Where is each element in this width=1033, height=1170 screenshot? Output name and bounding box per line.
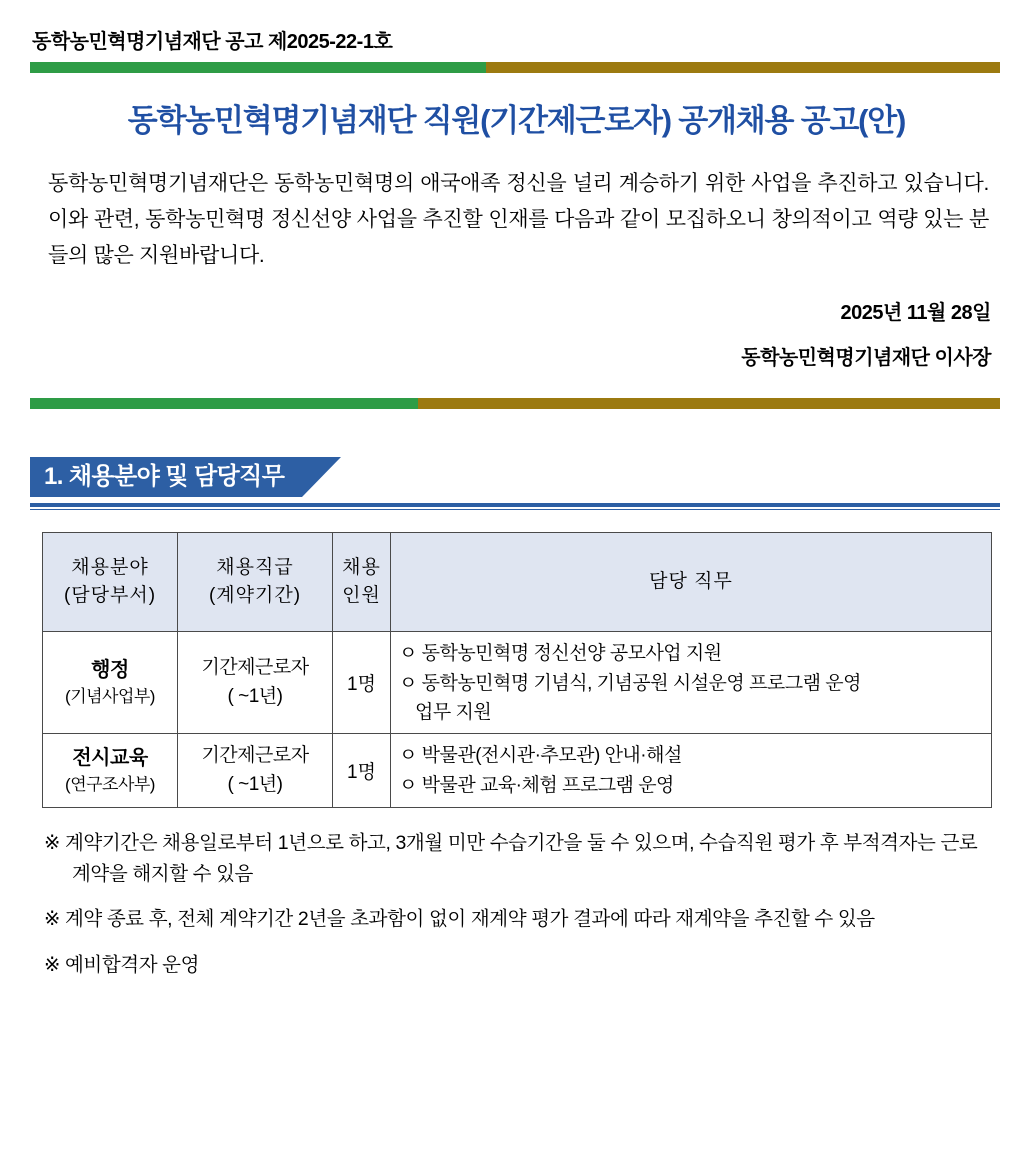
column-header-grade-line1: 채용직급	[216, 556, 294, 578]
notes-list	[44, 828, 994, 981]
field-name: 행정	[91, 658, 129, 681]
column-header-grade	[178, 533, 333, 632]
table-row	[43, 733, 992, 807]
page-title: 동학농민혁명기념재단 직원(기간제근로자) 공개채용 공고(안)	[127, 103, 906, 138]
section-heading-tab	[30, 457, 302, 497]
field-dept: (기념사업부)	[65, 686, 155, 706]
column-header-field-line1: 채용분야	[71, 556, 149, 578]
section-underline-thick	[30, 503, 1000, 507]
divider-gold-segment	[486, 62, 1000, 73]
announcement-signer: 동학농민혁명기념재단 이사장	[741, 347, 991, 370]
table-header-row	[43, 533, 992, 632]
cell-count: 1명	[333, 733, 391, 807]
column-header-count-line2: 인원	[342, 585, 381, 607]
cell-grade	[178, 632, 333, 734]
grade-period: ( ~1년)	[227, 773, 283, 795]
cell-grade	[178, 733, 333, 807]
grade-type: 기간제근로자	[201, 745, 309, 767]
header-divider-bottom	[30, 398, 1000, 409]
column-header-field	[43, 533, 178, 632]
grade-period: ( ~1년)	[227, 685, 283, 707]
cell-field	[43, 632, 178, 734]
cell-duty	[391, 632, 992, 734]
column-header-grade-line2: (계약기간)	[208, 585, 302, 607]
section-recruitment-fields	[30, 457, 1003, 980]
note-item: ※ 계약기간은 채용일로부터 1년으로 하고, 3개월 미만 수습기간을 둘 수 있으며, 수습직원 평가 후 부적격자는 근로계약을 해지할 수 있음	[44, 832, 978, 886]
field-name: 전시교육	[72, 746, 148, 769]
column-header-field-line2: (담당부서)	[63, 585, 157, 607]
cell-duty	[391, 733, 992, 807]
duty-item: ㅇ 박물관(전시관·추모관) 안내·해설	[399, 744, 682, 766]
column-header-count-line1: 채용	[342, 556, 381, 578]
duty-continuation: 업무 지원	[415, 702, 492, 724]
announcement-date: 2025년 11월 28일	[840, 302, 991, 325]
header-divider-top	[30, 62, 1000, 73]
cell-count: 1명	[333, 632, 391, 734]
column-header-count	[333, 533, 391, 632]
section-title: 채용분야 및 담당직무	[68, 463, 285, 491]
divider-green-segment	[30, 62, 486, 73]
column-header-duty: 담당 직무	[391, 533, 992, 632]
grade-type: 기간제근로자	[201, 657, 309, 679]
duty-item: ㅇ 박물관 교육·체험 프로그램 운영	[399, 774, 674, 796]
document-number: 동학농민혁명기념재단 공고 제2025-22-1호	[32, 31, 393, 53]
duty-item: ㅇ 동학농민혁명 기념식, 기념공원 시설운영 프로그램 운영	[399, 672, 861, 694]
duty-item: ㅇ 동학농민혁명 정신선양 공모사업 지원	[399, 643, 722, 665]
cell-field	[43, 733, 178, 807]
table-row	[43, 632, 992, 734]
recruitment-table	[42, 532, 992, 808]
section-heading	[30, 457, 1000, 497]
divider-green-segment	[30, 398, 418, 409]
note-item: ※ 예비합격자 운영	[44, 953, 200, 976]
field-dept: (연구조사부)	[65, 774, 155, 794]
section-number: 1.	[44, 463, 63, 491]
section-underline-thin	[30, 509, 1000, 510]
divider-gold-segment	[418, 398, 1000, 409]
intro-paragraph: 동학농민혁명기념재단은 동학농민혁명의 애국애족 정신을 널리 계승하기 위한 사업을 추진하고 있습니다. 이와 관련, 동학농민혁명 정신선양 사업을 추진할 인재를 다음과 같이 모집하오니 창의적이고 역량 있는 분들의 많은 지원바랍니다.	[48, 172, 989, 268]
note-item: ※ 계약 종료 후, 전체 계약기간 2년을 초과함이 없이 재계약 평가 결과에 따라 재계약을 추진할 수 있음	[44, 908, 875, 931]
